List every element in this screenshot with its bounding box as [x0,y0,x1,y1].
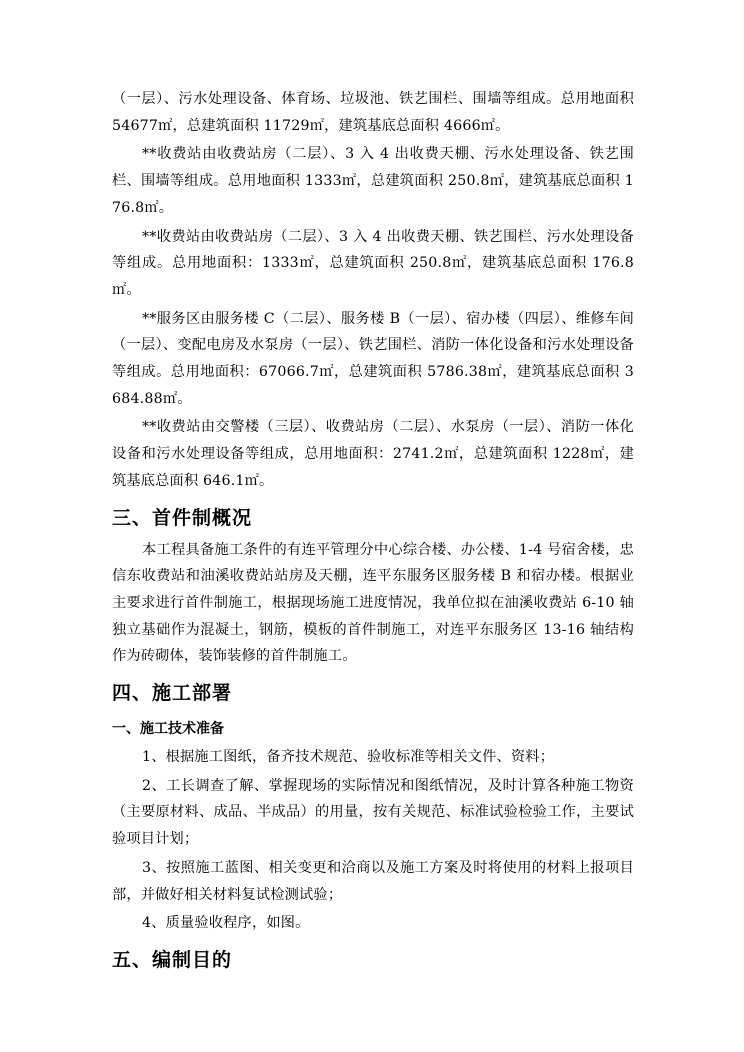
paragraph-service-area: **服务区由服务楼 C（二层）、服务楼 B（一层）、宿办楼（四层）、维修车间（一层）、变配电房及水泵房（一层）、铁艺围栏、消防一体化设备和污水处理设备等组成。总用地面积：67066.7㎡，总建筑面积 5786.38㎡，建筑基底总面积 3684.88㎡。 [112,310,634,407]
section-3-heading: 三、首件制概况 [112,506,253,529]
paragraph-toll-station-2: **收费站由收费站房（二层）、3 入 4 出收费天棚、铁艺围栏、污水处理设备等组成。总用地面积：1333㎡，总建筑面积 250.8㎡，建筑基底总面积 176.8㎡。 [112,228,634,298]
paragraph-toll-station-3: **收费站由交警楼（三层）、收费站房（二层）、水泵房（一层）、消防一体化设备和污水处理设备等组成，总用地面积：2741.2㎡，总建筑面积 1228㎡，建筑基底总面积 646.1㎡。 [112,419,634,489]
document-page [112,86,634,979]
paragraph-toll-station-1: **收费站由收费站房（二层）、3 入 4 出收费天棚、污水处理设备、铁艺围栏、围墙等组成。总用地面积 1333㎡，总建筑面积 250.8㎡，建筑基底总面积 176.8㎡。 [112,146,634,216]
prep-item-2: 2、工长调查了解、掌握现场的实际情况和图纸情况，及时计算各种施工物资（主要原材料、成品、半成品）的用量，按有关规范、标准试验检验工作，主要试验项目计划； [112,777,634,848]
prep-item-4: 4、质量验收程序，如图。 [142,915,310,932]
subsection-technical-prep-heading: 一、施工技术准备 [112,721,224,738]
paragraph-intro-continuation: （一层）、污水处理设备、体育场、垃圾池、铁艺围栏、围墙等组成。总用地面积 54677㎡，总建筑面积 11729㎡，建筑基底总面积 4666㎡。 [112,91,634,134]
section-5-heading: 五、编制目的 [112,948,233,971]
section-3-body: 本工程具备施工条件的有连平管理分中心综合楼、办公楼、1-4 号宿舍楼，忠信东收费站和油溪收费站站房及天棚，连平东服务区服务楼 B 和宿办楼。根据业主要求进行首件制施工，根据现场施工进度情况，我单位拟在油溪收费站 6-10 轴独立基础作为混凝土，钢筋，模板的首件制施工，对连平东服务区 13-16 轴结构作为砖砌体，装饰装修的首件制施工。 [112,541,634,665]
section-4-heading: 四、施工部署 [112,682,233,705]
prep-item-1: 1、根据施工图纸，备齐技术规范、验收标准等相关文件、资料； [142,749,555,766]
prep-item-3: 3、按照施工蓝图、相关变更和洽商以及施工方案及时将使用的材料上报项目部，并做好相关材料复试检测试验； [112,859,634,903]
